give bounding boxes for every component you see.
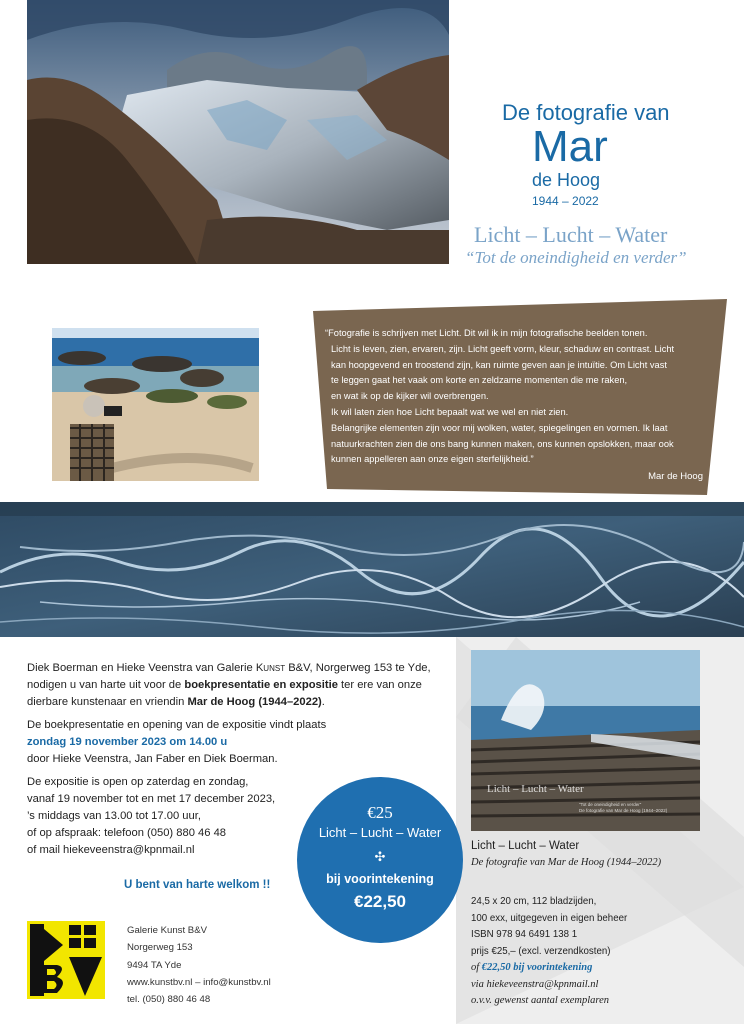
ornament-icon: ✣ xyxy=(374,849,386,864)
title-surname: de Hoog xyxy=(532,170,601,190)
quote-line: “Fotografie is schrijven met Licht. Dit wil ik in mijn fotografische beelden tonen. xyxy=(325,328,648,338)
opening-date: zondag 19 november 2023 om 14.00 u xyxy=(27,736,228,748)
book-details xyxy=(471,894,627,1010)
title-line-1: De fotografie van xyxy=(502,100,670,125)
quote-line: kunnen appelleren aan onze eigen sterfelijkheid.” xyxy=(331,454,534,465)
quote-line: en wat ik op de kijker wil overbrengen. xyxy=(331,391,489,402)
book-edition: 100 exx, uitgegeven in eigen beheer xyxy=(471,912,628,924)
quote-line: Ik wil laten zien hoe Licht bepaalt wat we wel en niet zien. xyxy=(331,406,569,417)
gallery-web-email[interactable]: www.kunstbv.nl – info@kunstbv.nl xyxy=(127,976,271,988)
subtitle: Licht – Lucht – Water xyxy=(474,222,668,247)
gallery-street: Norgerweg 153 xyxy=(127,942,193,954)
invite-paragraph-1: Diek Boerman en Hieke Veenstra van Galerie Kunst B&V, Norgerweg 153 te Yde, nodigen u van harte uit voor de boekpresentatie en expositie ter ere van onze dierbare kunstenaar en vriendin Mar de Hoog (1944–2022). xyxy=(27,662,431,708)
glacier-photo xyxy=(27,0,449,264)
book-order-email: via hiekeveenstra@kpnmail.nl xyxy=(471,978,599,990)
quote-line: te leggen gaat het vaak om korte en zeldzame momenten die me raken, xyxy=(331,375,628,386)
quote-line: Licht is leven, zien, ervaren, zijn. Licht geeft vorm, kleur, schaduw en contrast. Licht xyxy=(331,343,675,354)
gallery-address xyxy=(127,922,271,1008)
aerial-river-photo xyxy=(0,502,744,637)
price-book-title: Licht – Lucht – Water xyxy=(318,825,442,840)
quote-line: kan hoopgevend en troostend zijn, kan ruimte geven aan je intuïtie. Om Licht vast xyxy=(331,359,667,370)
gallery-phone: tel. (050) 880 46 48 xyxy=(127,994,211,1006)
book-order-note: o.v.v. gewenst aantal exemplaren xyxy=(471,995,610,1006)
title-name: Mar xyxy=(532,122,608,171)
price-preorder: €22,50 xyxy=(354,892,406,911)
quote-author: Mar de Hoog xyxy=(648,471,703,482)
price-preorder-label: bij voorintekening xyxy=(326,872,434,886)
invite-paragraph-2: De boekpresentatie en opening van de expositie vindt plaats zondag 19 november 2023 om 14.00 u door Hieke Veenstra, Jan Faber en Diek Boerman. xyxy=(27,719,327,765)
book-isbn: ISBN 978 94 6491 138 1 xyxy=(471,929,578,940)
book-cover-photo xyxy=(471,650,700,831)
gallery-name: Galerie Kunst B&V xyxy=(127,925,207,936)
price-badge xyxy=(297,777,463,943)
gallery-postcode: 9494 TA Yde xyxy=(127,959,182,971)
book-subtitle: De fotografie van Mar de Hoog (1944–2022) xyxy=(471,857,662,868)
cover-title-overlay: Licht – Lucht – Water xyxy=(487,783,584,795)
photographer-photo xyxy=(52,328,259,481)
invite-paragraph-3: De expositie is open op zaterdag en zondag, vanaf 19 november tot en met 17 december 2023, ’s middags van 13.00 tot 17.00 uur, of op afspraak: telefoon (050) 880 46 48 of mail hiekeveenstra@kpnmail.nl xyxy=(27,776,276,856)
quote-text xyxy=(325,326,715,468)
tagline: “Tot de oneindigheid en verder” xyxy=(465,248,687,267)
welcome-text: U bent van harte welkom !! xyxy=(124,879,271,891)
book-size: 24,5 x 20 cm, 112 bladzijden, xyxy=(471,896,597,907)
price-regular: €25 xyxy=(367,803,393,822)
quote-line: Belangrijke elementen zijn voor mij wolken, water, spiegelingen en vormen. Ik laat xyxy=(331,422,668,433)
book-title: Licht – Lucht – Water xyxy=(471,840,580,852)
cover-subtitle-overlay: “Tot de oneindigheid en verder” De fotografie van Mar de Hoog (1944–2022) xyxy=(579,802,668,813)
quote-box xyxy=(313,299,727,495)
title-years: 1944 – 2022 xyxy=(532,194,599,208)
quote-line: natuurkrachten zien die ons bang kunnen maken, ons kunnen opslokken, maar ook xyxy=(331,438,674,449)
book-price: prijs €25,– (excl. verzendkosten) xyxy=(471,945,611,957)
book-order-offer: of €22,50 bij voorintekening xyxy=(471,962,593,973)
kunst-bv-logo xyxy=(27,921,105,999)
